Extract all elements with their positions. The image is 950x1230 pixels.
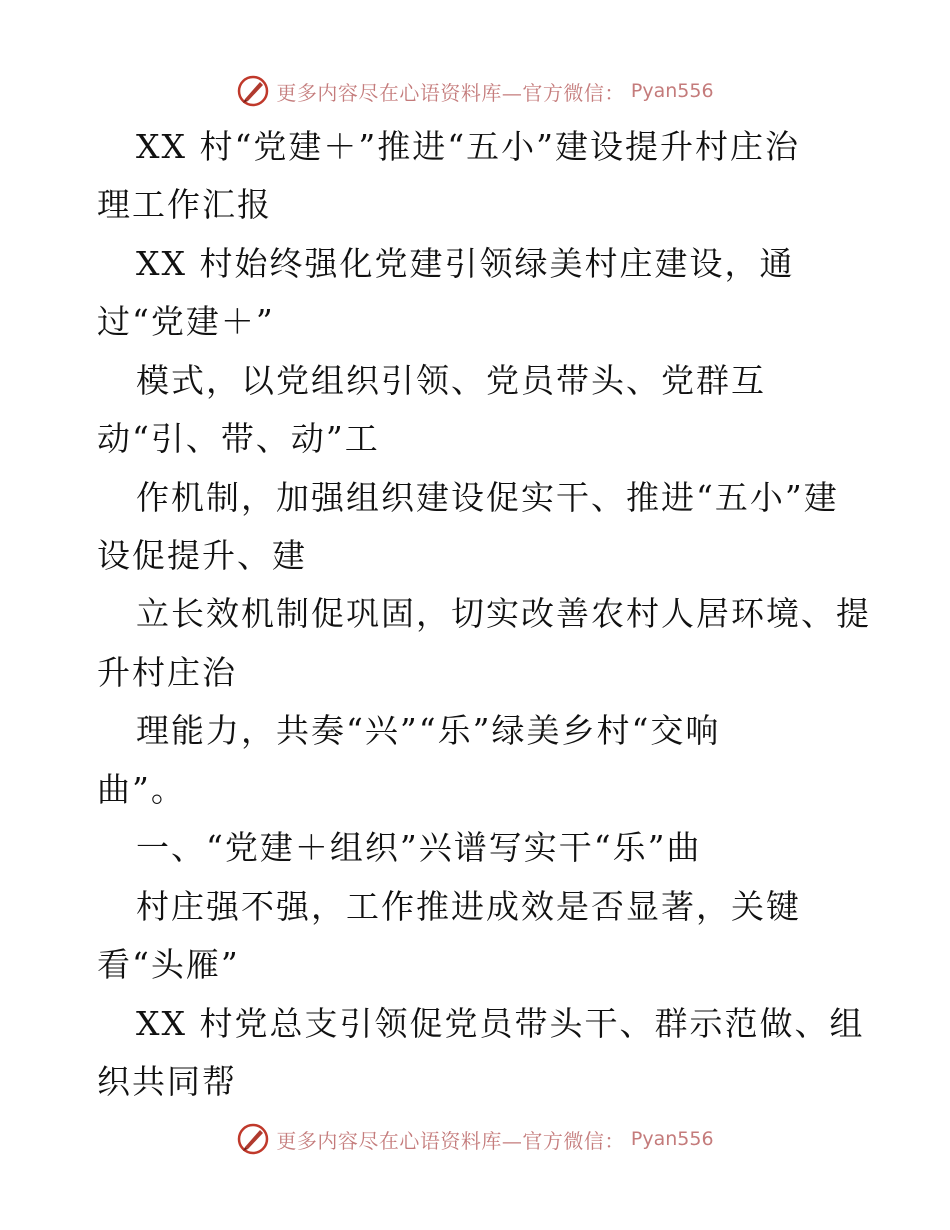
text-line: 立长效机制促巩固，切实改善农村人居环境、提 <box>136 594 871 633</box>
text-line: 织共同帮 <box>97 1062 237 1101</box>
section-heading: 一、“党建＋组织”兴谱写实干“乐”曲 <box>136 828 702 867</box>
pen-logo-icon <box>236 1122 270 1156</box>
watermark-text: 更多内容尽在心语资料库—官方微信： <box>276 80 625 105</box>
text-line: 设促提升、建 <box>97 536 307 575</box>
text-line: 过“党建＋” <box>97 302 275 341</box>
watermark-footer <box>0 1119 950 1159</box>
text-line: XX 村党总支引领促党员带头干、群示范做、组 <box>136 1004 865 1043</box>
text-line: XX 村“党建＋”推进“五小”建设提升村庄治 <box>136 127 800 166</box>
watermark-header <box>0 71 950 111</box>
pen-logo-icon <box>236 74 270 108</box>
watermark-wechat-id: Pyan556 <box>630 1128 714 1150</box>
text-line: 模式，以党组织引领、党员带头、党群互 <box>136 361 766 400</box>
watermark-text: 更多内容尽在心语资料库—官方微信： <box>276 1128 625 1153</box>
text-line: 升村庄治 <box>97 653 237 692</box>
text-line: 村庄强不强，工作推进成效是否显著，关键 <box>136 887 801 926</box>
text-line: 曲”。 <box>97 770 186 809</box>
text-line: 作机制，加强组织建设促实干、推进“五小”建 <box>136 478 839 517</box>
watermark-wechat-id: Pyan556 <box>630 80 714 102</box>
text-line: 理工作汇报 <box>97 185 272 224</box>
text-line: 动“引、带、动”工 <box>97 419 380 458</box>
text-line: XX 村始终强化党建引领绿美村庄建设，通 <box>136 244 795 283</box>
text-line: 看“头雁” <box>97 945 240 984</box>
text-line: 理能力，共奏“兴”“乐”绿美乡村“交响 <box>136 711 721 750</box>
